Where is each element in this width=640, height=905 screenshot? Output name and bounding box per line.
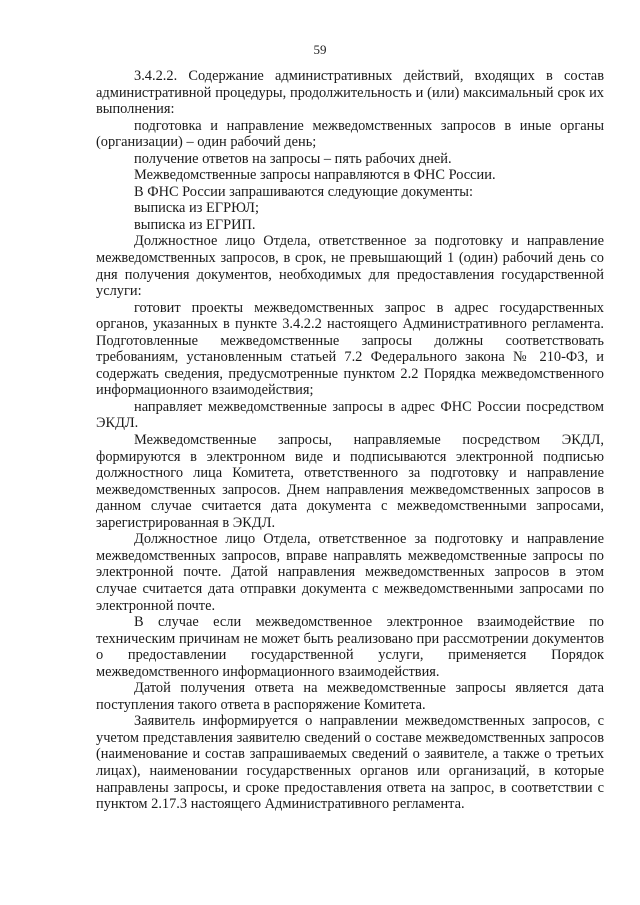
paragraph-item: подготовка и направление межведомственных запросов в иные органы (организации) – один рабочий день;: [96, 117, 604, 151]
page-number: 59: [313, 42, 327, 57]
paragraph-section-heading: 3.4.2.2. Содержание административных действий, входящих в состав административной процедуры, продолжительность и (или) максимальный срок их выполнения:: [96, 68, 604, 118]
paragraph: Датой получения ответа на межведомственные запросы является дата поступления такого ответа в распоряжение Комитета.: [96, 680, 604, 713]
paragraph: Заявитель информируется о направлении межведомственных запросов, с учетом представления заявителю сведений о составе межведомственных запросов (наименование и состав запрашиваемых сведений о заявителе, а также о третьих лицах), наименовании государственных органов или организаций, в которые направлены запросы, и сроке предоставления ответа на запрос, в соответствии с пунктом 2.17.3 настоящего Административного регламента.: [96, 713, 604, 813]
paragraph-item: выписка из ЕГРИП.: [134, 216, 256, 233]
paragraph-item: выписка из ЕГРЮЛ;: [134, 200, 259, 217]
paragraph: Должностное лицо Отдела, ответственное за подготовку и направление межведомственных запросов, вправе направлять межведомственные запросы по электронной почте. Датой направления межведомственных запросов в этом случае считается дата отправки документа с межведомственными запросами по электронной почте.: [96, 531, 604, 614]
paragraph: В случае если межведомственное электронное взаимодействие по техническим причинам не может быть реализовано при рассмотрении документов о предоставлении государственной услуги, применяется Порядок межведомственного информационного взаимодействия.: [96, 614, 604, 680]
paragraph: Должностное лицо Отдела, ответственное за подготовку и направление межведомственных запросов, в срок, не превышающий 1 (один) рабочий день со дня получения документов, необходимых для предоставления государственной услуги:: [96, 233, 604, 300]
document-body: [96, 68, 604, 813]
paragraph-item: получение ответов на запросы – пять рабочих дней.: [134, 150, 452, 167]
paragraph-item: направляет межведомственные запросы в адрес ФНС России посредством ЭКДЛ.: [96, 398, 604, 432]
paragraph: В ФНС России запрашиваются следующие документы:: [134, 183, 473, 200]
paragraph: Межведомственные запросы, направляемые посредством ЭКДЛ, формируются в электронном виде и подписываются электронной подписью должностного лица Комитета, ответственного за подготовку и направление межведомственных запросов. Днем направления межведомственных запросов в данном случае считается дата документа с межведомственными запросами, зарегистрированная в ЭКДЛ.: [96, 432, 604, 531]
paragraph-item: готовит проекты межведомственных запрос в адрес государственных органов, указанных в пункте 3.4.2.2 настоящего Административного регламента. Подготовленные межведомственные запросы должны соответствовать требованиям, установленным статьей 7.2 Федерального закона № 210-ФЗ, и содержать сведения, предусмотренные пунктом 2.2 Порядка межведомственного информационного взаимодействия;: [96, 299, 604, 399]
paragraph: Межведомственные запросы направляются в ФНС России.: [134, 167, 496, 184]
